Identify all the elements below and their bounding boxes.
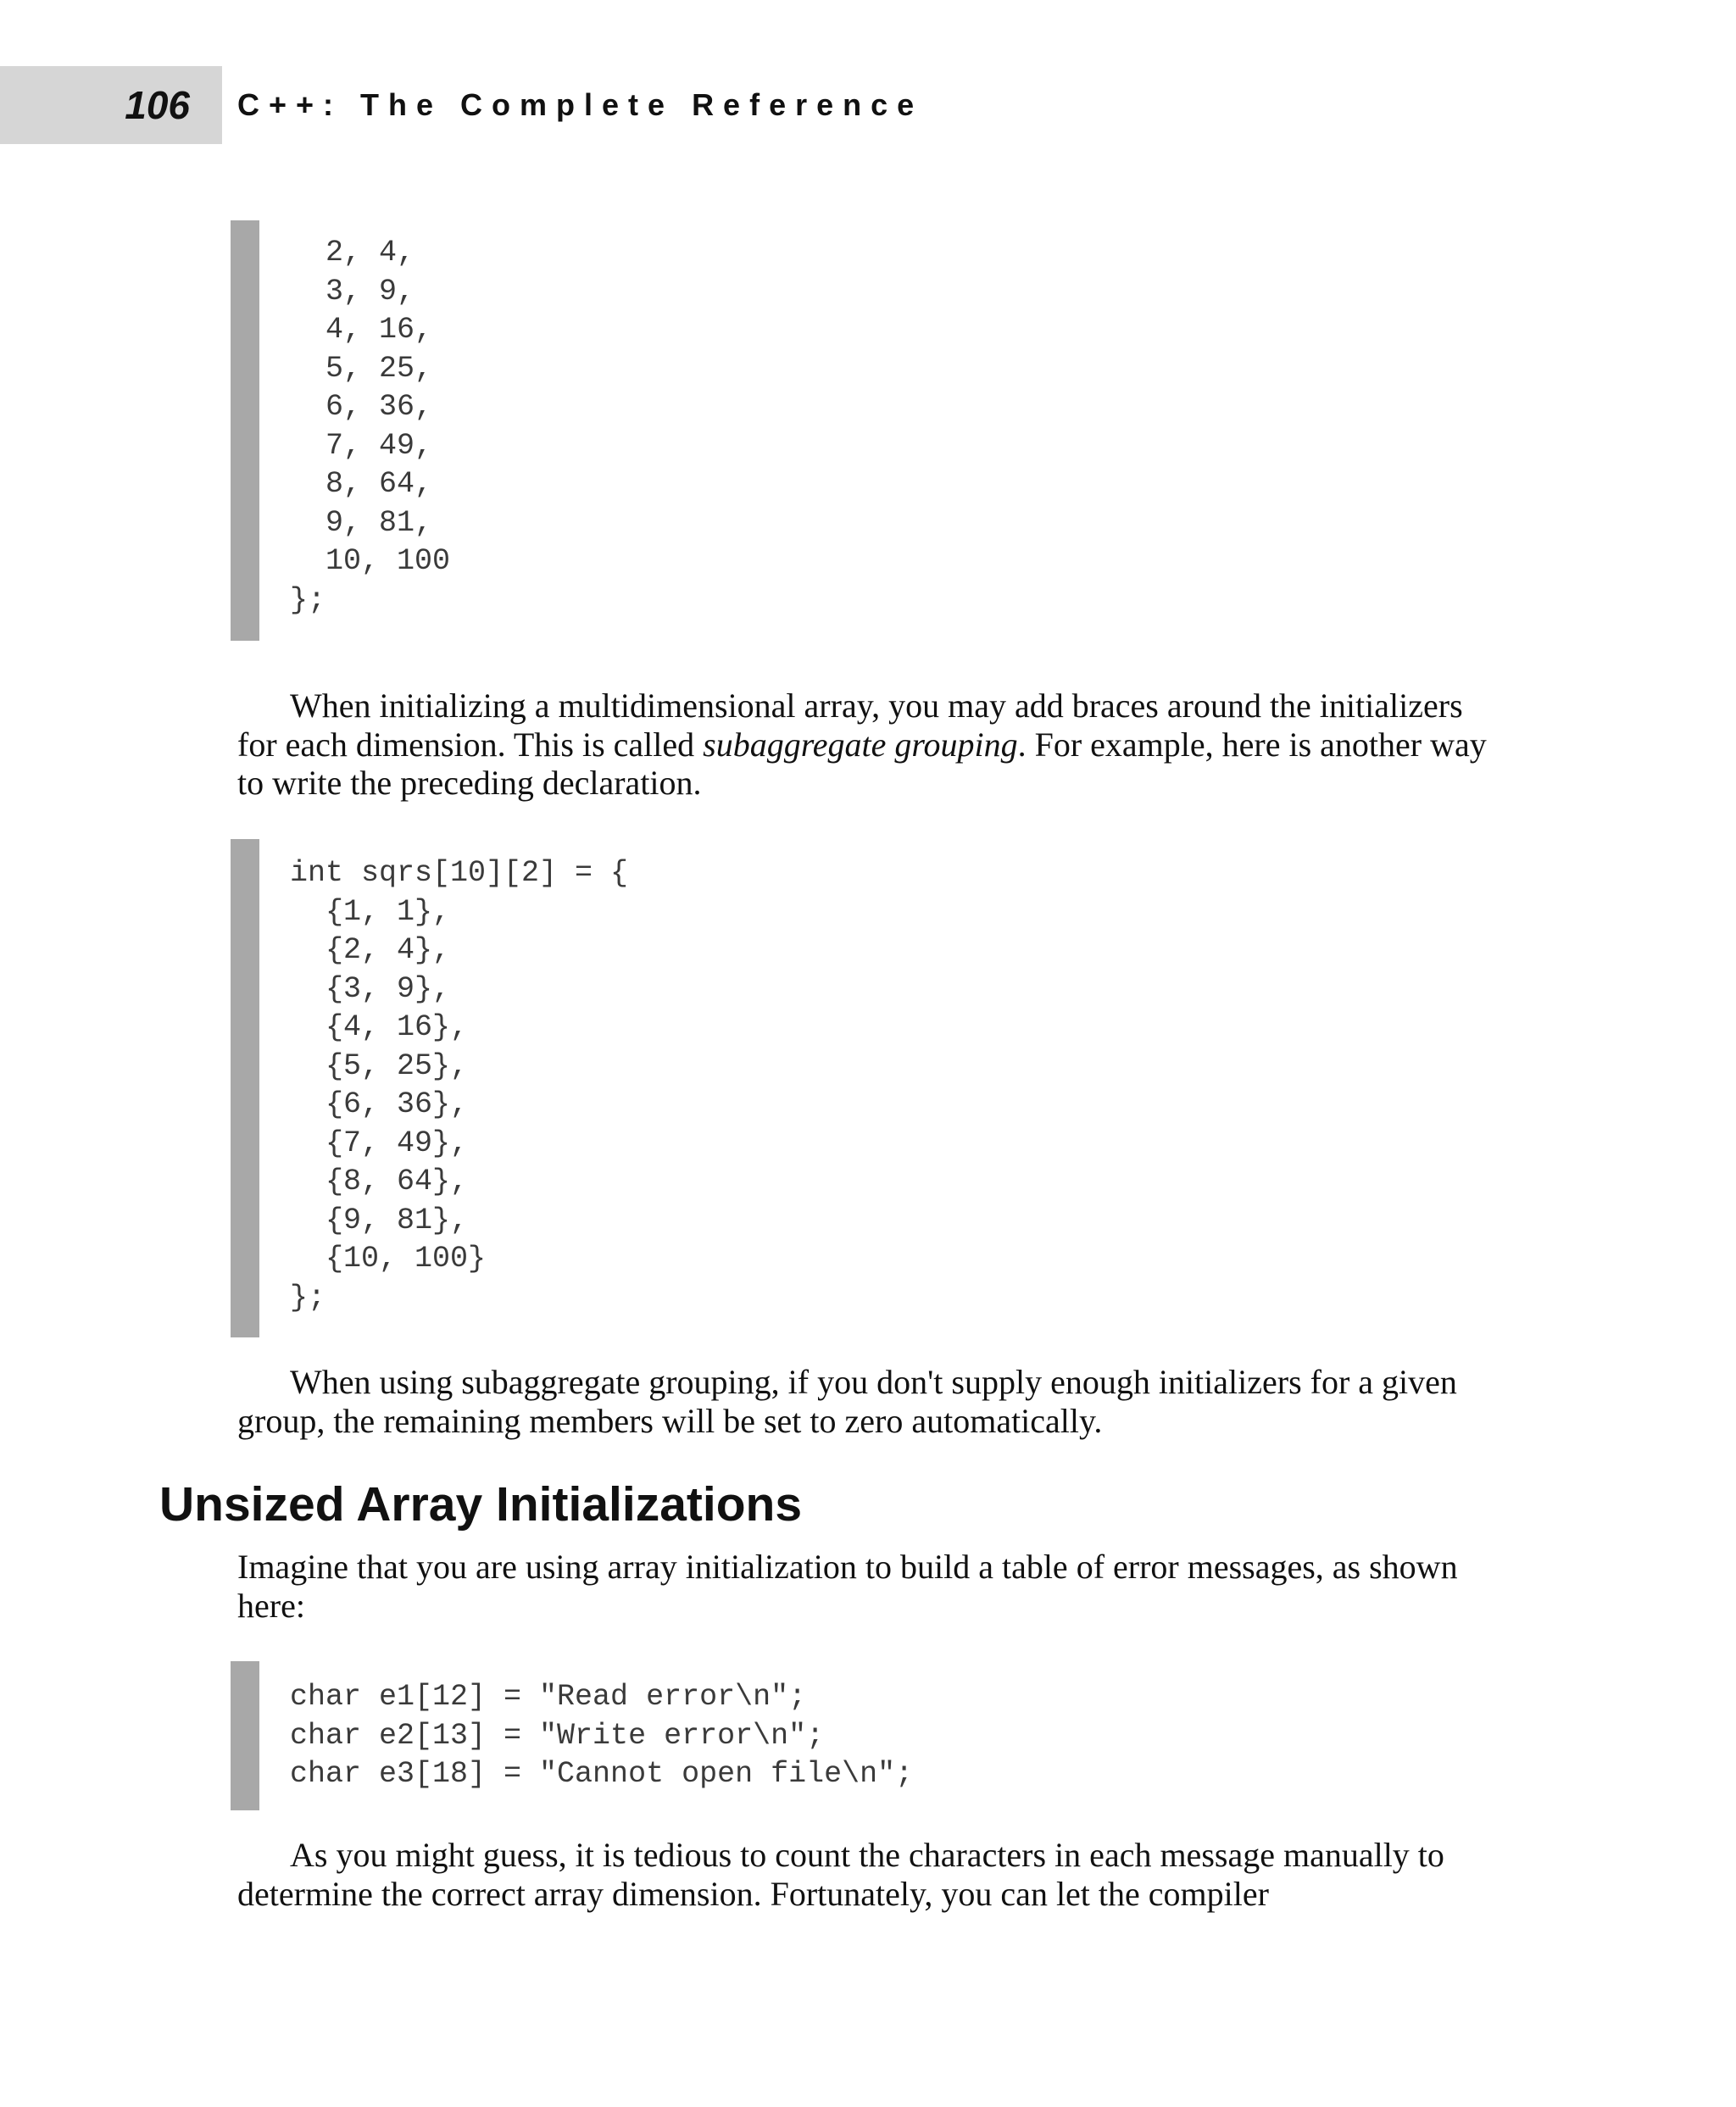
code-line: {7, 49}, bbox=[290, 1126, 469, 1160]
defined-term: subaggregate grouping bbox=[703, 725, 1018, 764]
code-line: {9, 81}, bbox=[290, 1203, 469, 1237]
code-line: int sqrs[10][2] = { bbox=[290, 856, 629, 890]
paragraph-text: Imagine that you are using array initialization to build a table of error messages, as shown here: bbox=[237, 1548, 1458, 1625]
code-line: 5, 25, bbox=[290, 351, 433, 386]
paragraph-text: When initializing a multidimensional array, you may add braces around the initializers for each dimension. This is called bbox=[237, 687, 1463, 764]
code-line: 10, 100 bbox=[290, 544, 451, 578]
code-block bbox=[290, 854, 628, 1317]
body-paragraph bbox=[237, 1363, 1492, 1440]
code-line: {10, 100} bbox=[290, 1242, 487, 1276]
running-title: C++: The Complete Reference bbox=[237, 87, 924, 122]
code-line: char e3[18] = "Cannot open file\n"; bbox=[290, 1757, 914, 1791]
paragraph-text: When using subaggregate grouping, if you don't supply enough initializers for a given group, the remaining members will be set to zero automatically. bbox=[237, 1363, 1457, 1440]
code-line: }; bbox=[290, 1280, 326, 1315]
code-line: 3, 9, bbox=[290, 274, 415, 309]
body-paragraph bbox=[237, 687, 1492, 803]
code-line: {6, 36}, bbox=[290, 1087, 469, 1121]
code-line: {3, 9}, bbox=[290, 971, 451, 1006]
code-block bbox=[290, 1678, 913, 1794]
code-block-bar bbox=[231, 220, 259, 641]
code-line: {2, 4}, bbox=[290, 933, 451, 967]
code-line: char e2[13] = "Write error\n"; bbox=[290, 1718, 825, 1753]
code-line: 6, 36, bbox=[290, 390, 433, 424]
section-heading: Unsized Array Initializations bbox=[159, 1477, 803, 1532]
code-line: {5, 25}, bbox=[290, 1048, 469, 1083]
code-line: 2, 4, bbox=[290, 236, 415, 270]
code-line: 7, 49, bbox=[290, 428, 433, 463]
code-line: char e1[12] = "Read error\n"; bbox=[290, 1680, 807, 1714]
code-line: 4, 16, bbox=[290, 313, 433, 347]
code-line: 8, 64, bbox=[290, 467, 433, 501]
code-line: {1, 1}, bbox=[290, 894, 451, 929]
code-block-bar bbox=[231, 839, 259, 1337]
paragraph-text: As you might guess, it is tedious to count the characters in each message manually to determine the correct array dimension. Fortunately, you can let the compiler bbox=[237, 1836, 1444, 1913]
body-paragraph bbox=[237, 1548, 1492, 1625]
code-block bbox=[290, 234, 450, 620]
page-number: 106 bbox=[125, 83, 190, 127]
paragraph-text: . For example, here is another way to write the preceding declaration. bbox=[237, 725, 1487, 802]
body-paragraph bbox=[237, 1836, 1492, 1913]
code-block-bar bbox=[231, 1661, 259, 1810]
code-line: {8, 64}, bbox=[290, 1165, 469, 1198]
code-line: 9, 81, bbox=[290, 505, 433, 540]
code-line: }; bbox=[290, 582, 326, 617]
code-line: {4, 16}, bbox=[290, 1010, 469, 1044]
